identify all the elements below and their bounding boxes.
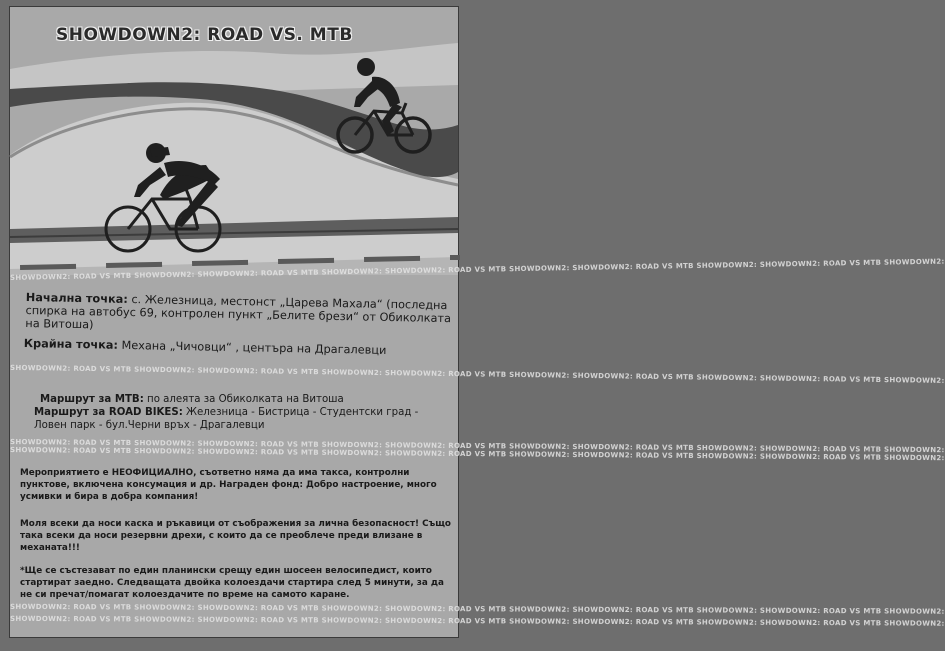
watermark-strip: SHOWDOWN2: ROAD VS MTB SHOWDOWN2: SHOWDOWN2: ROAD VS MTB SHOWDOWN2: SHOWDOWN2: ROAD VS MTB SHOWDOWN2: SHOWDOWN2: ROAD VS MTB SHOWDOWN2: SHOWDOWN2: ROAD VS MTB SHOWDOWN2: (9, 438, 945, 455)
finish-text: Механа „Чичовци“ , центъра на Драгалевци (121, 338, 387, 357)
hero-illustration (10, 7, 458, 275)
watermark-strip: SHOWDOWN2: ROAD VS MTB SHOWDOWN2: SHOWDOWN2: ROAD VS MTB SHOWDOWN2: SHOWDOWN2: ROAD VS MTB SHOWDOWN2: SHOWDOWN2: ROAD VS MTB SHOWDOWN2: SHOWDOWN2: ROAD VS MTB SHOWDOWN2: (9, 446, 945, 463)
start-label: Начална точка: (25, 291, 128, 306)
watermark-strip: SHOWDOWN2: ROAD VS MTB SHOWDOWN2: SHOWDOWN2: ROAD VS MTB SHOWDOWN2: SHOWDOWN2: ROAD VS MTB SHOWDOWN2: SHOWDOWN2: ROAD VS MTB SHOWDOWN2: SHOWDOWN2: ROAD VS MTB SHOWDOWN2: (9, 602, 945, 616)
finish-label: Крайна точка: (23, 337, 119, 352)
road-route-text: Железница - Бистрица - Студентски град - Ловен парк - бул.Черни връх - Драгалевци (34, 407, 419, 431)
finish-point (24, 337, 452, 358)
mtb-route (40, 393, 450, 406)
start-point (25, 291, 454, 338)
road-route-label: Маршрут за ROAD BIKES: (34, 407, 183, 418)
poster (9, 6, 945, 638)
start-text: с. Железница, местонст „Царева Махала“ (последна спирка на автобус 69, контролен пункт „Белите брези“ от Обиколката на Витоша) (25, 293, 452, 332)
mtb-route-label: Маршрут за MTB: (40, 394, 144, 405)
watermark-strip: SHOWDOWN2: ROAD VS MTB SHOWDOWN2: SHOWDOWN2: ROAD VS MTB SHOWDOWN2: SHOWDOWN2: ROAD VS MTB SHOWDOWN2: SHOWDOWN2: ROAD VS MTB SHOWDOWN2: SHOWDOWN2: ROAD VS MTB SHOWDOWN2: (9, 257, 945, 282)
watermark-strip: SHOWDOWN2: ROAD VS MTB SHOWDOWN2: SHOWDOWN2: ROAD VS MTB SHOWDOWN2: SHOWDOWN2: ROAD VS MTB SHOWDOWN2: SHOWDOWN2: ROAD VS MTB SHOWDOWN2: SHOWDOWN2: ROAD VS MTB SHOWDOWN2: (9, 363, 945, 385)
info-paragraph: Мероприятието е НЕОФИЦИАЛНО, съответно няма да има такса, контролни пунктове, включена консумация и др. Награден фонд: Добро настроение, много усмивки и бира в добра компания! (20, 468, 437, 502)
safety-paragraph: Моля всеки да носи каска и ръкавици от съображения за лична безопасност! Също така всеки да носи резервни дрехи, с които да се преоблече преди влизане в механата!!! (20, 519, 451, 553)
watermark-strip: SHOWDOWN2: ROAD VS MTB SHOWDOWN2: SHOWDOWN2: ROAD VS MTB SHOWDOWN2: SHOWDOWN2: ROAD VS MTB SHOWDOWN2: SHOWDOWN2: ROAD VS MTB SHOWDOWN2: SHOWDOWN2: ROAD VS MTB SHOWDOWN2: (9, 614, 945, 628)
mtb-route-text: по алеята за Обиколката на Витоша (147, 394, 344, 405)
road-route (34, 406, 450, 432)
race-format-paragraph: *Ще се състезават по един планински срещу един шосеен велосипедист, които стартират заедно. Следващата двойка колоездачи стартира след 5 минути, за да не си пречат/помагат колоездачите по време на самото каране. (20, 566, 444, 600)
poster-title: SHOWDOWN2: ROAD VS. MTB (56, 25, 353, 45)
